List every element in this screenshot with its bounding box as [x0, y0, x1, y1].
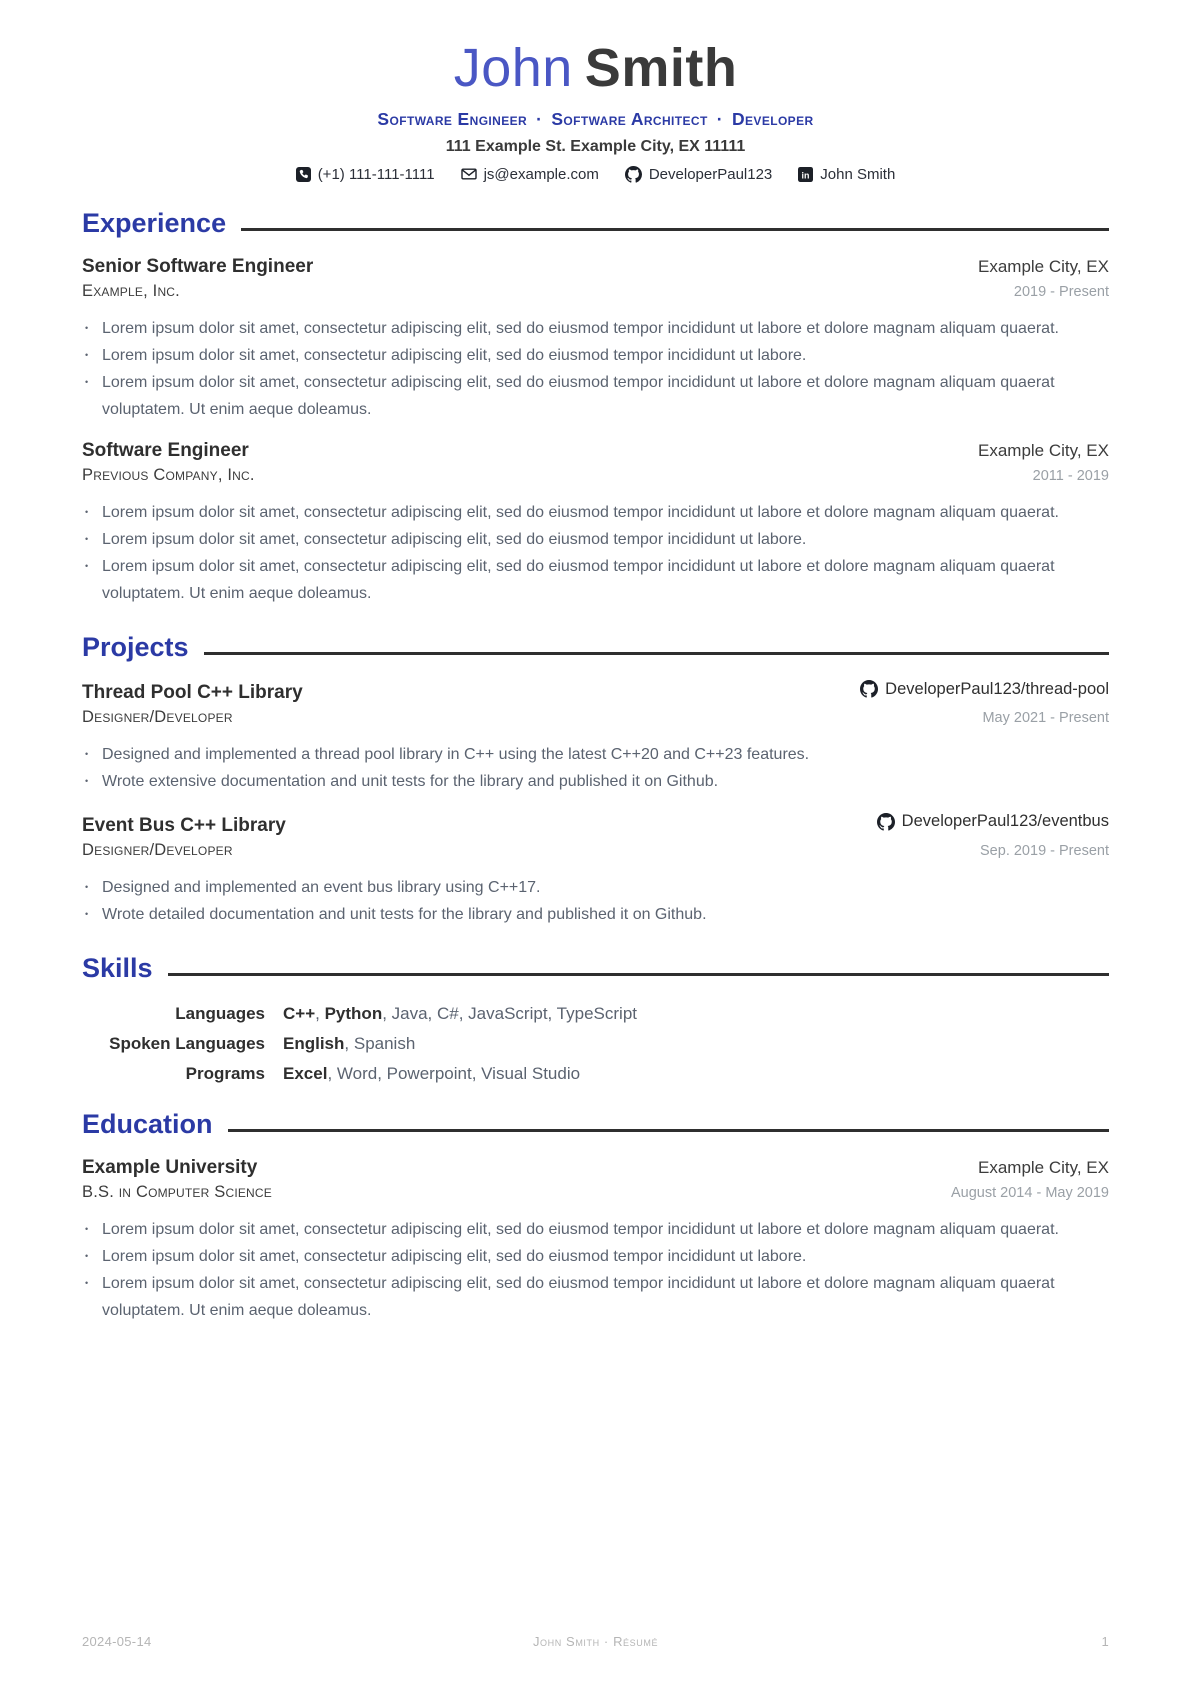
skill-category-label: Spoken Languages — [109, 1033, 265, 1053]
section-heading — [82, 953, 1109, 984]
bullet-item — [85, 369, 1109, 423]
bullet-item — [85, 315, 1109, 342]
project-entry — [82, 680, 1109, 796]
experience-entry — [82, 256, 1109, 423]
github-username: DeveloperPaul123 — [648, 165, 773, 183]
experience-entry — [82, 440, 1109, 607]
bullet-text: Lorem ipsum dolor sit amet, consectetur adipiscing elit, sed do eiusmod tempor incididunt ut labore et dolore magnam aliquam quaerat voluptatem. Ut enim aeque doleamus. — [102, 557, 1055, 602]
email-address: js@example.com — [483, 165, 599, 183]
skill-category-label: Languages — [175, 1003, 265, 1023]
bullet-marker: • — [85, 881, 89, 892]
person-name — [82, 40, 1109, 97]
skill-value: , Word, Powerpoint, Visual Studio — [327, 1063, 581, 1083]
project-role: Designer/Developer — [82, 840, 233, 859]
section-projects — [82, 632, 1109, 928]
bullet-item — [85, 768, 1109, 795]
email-icon — [461, 166, 477, 182]
repo-name: DeveloperPaul123/eventbus — [901, 812, 1109, 831]
project-title: Event Bus C++ Library — [82, 814, 286, 836]
bullet-marker: • — [85, 1250, 89, 1261]
phone-number: (+1) 111-111-1111 — [317, 165, 435, 183]
project-dates: Sep. 2019 - Present — [980, 842, 1109, 859]
bullet-list — [82, 499, 1109, 607]
github-icon — [860, 680, 878, 698]
bullet-text: Lorem ipsum dolor sit amet, consectetur adipiscing elit, sed do eiusmod tempor incididunt ut labore et dolore magnam aliquam quaerat voluptatem. Ut enim aeque doleamus. — [102, 1274, 1055, 1319]
bullet-marker: • — [85, 749, 89, 760]
bullet-marker: • — [85, 1277, 89, 1288]
education-entry — [82, 1157, 1109, 1324]
bullet-marker: • — [85, 533, 89, 544]
email-contact[interactable] — [461, 166, 599, 183]
bullet-text: Designed and implemented an event bus library using C++17. — [102, 878, 541, 896]
bullet-item — [85, 526, 1109, 553]
skill-value: English — [283, 1033, 345, 1053]
section-skills — [82, 953, 1109, 1084]
repo-name: DeveloperPaul123/thread-pool — [885, 679, 1109, 698]
bullet-marker: • — [85, 776, 89, 787]
section-title: Experience — [82, 207, 227, 238]
page-footer — [82, 1634, 1109, 1649]
bullet-text: Lorem ipsum dolor sit amet, consectetur adipiscing elit, sed do eiusmod tempor incididunt ut labore. — [102, 530, 807, 548]
job-organization: Example, Inc. — [82, 281, 180, 300]
heading-rule — [168, 973, 1109, 976]
skill-value: C++ — [283, 1003, 316, 1023]
bullet-text: Lorem ipsum dolor sit amet, consectetur adipiscing elit, sed do eiusmod tempor incididunt ut labore. — [102, 346, 807, 364]
job-organization: Previous Company, Inc. — [82, 465, 255, 484]
bullet-text: Lorem ipsum dolor sit amet, consectetur adipiscing elit, sed do eiusmod tempor incididunt ut labore et dolore magnam aliquam quaerat voluptatem. Ut enim aeque doleamus. — [102, 373, 1055, 418]
role-subtitle — [82, 109, 1109, 130]
phone-contact[interactable] — [296, 166, 435, 183]
bullet-list — [82, 741, 1109, 795]
role-label: Software Architect — [551, 108, 708, 129]
github-icon — [877, 813, 895, 831]
resume-header — [82, 40, 1109, 183]
linkedin-contact[interactable] — [798, 166, 895, 183]
bullet-text: Wrote extensive documentation and unit tests for the library and published it on Github. — [102, 773, 719, 791]
degree-name: B.S. in Computer Science — [82, 1182, 272, 1201]
bullet-item — [85, 1270, 1109, 1324]
skill-value: Python — [324, 1003, 383, 1023]
bullet-text: Lorem ipsum dolor sit amet, consectetur adipiscing elit, sed do eiusmod tempor incididunt ut labore. — [102, 1247, 807, 1265]
bullet-marker: • — [85, 1223, 89, 1234]
school-location: Example City, EX — [977, 1157, 1109, 1177]
job-dates: 2011 - 2019 — [1032, 467, 1109, 484]
bullet-item — [85, 342, 1109, 369]
heading-rule — [204, 652, 1109, 655]
role-separator: · — [536, 108, 543, 129]
phone-icon — [296, 167, 311, 182]
bullet-list — [82, 1216, 1109, 1324]
svg-text:in: in — [801, 169, 810, 180]
github-icon — [625, 166, 642, 183]
bullet-text: Wrote detailed documentation and unit tests for the library and published it on Github. — [102, 905, 707, 923]
bullet-marker: • — [85, 908, 89, 919]
project-repo-link[interactable] — [860, 680, 1109, 699]
skill-values — [283, 1034, 1109, 1054]
skill-value: Excel — [283, 1063, 328, 1083]
bullet-item — [85, 901, 1109, 928]
project-repo-link[interactable] — [877, 812, 1109, 831]
bullet-text: Lorem ipsum dolor sit amet, consectetur adipiscing elit, sed do eiusmod tempor incididunt ut labore et dolore magnam aliquam quaerat. — [102, 1220, 1059, 1238]
github-contact[interactable] — [625, 166, 772, 183]
skill-value: , Spanish — [344, 1033, 416, 1053]
project-title: Thread Pool C++ Library — [82, 682, 303, 704]
bullet-list — [82, 315, 1109, 423]
heading-rule — [228, 1129, 1109, 1132]
education-dates: August 2014 - May 2019 — [951, 1184, 1109, 1201]
section-heading — [82, 1109, 1109, 1140]
project-dates: May 2021 - Present — [982, 710, 1109, 727]
bullet-item — [85, 499, 1109, 526]
skill-values — [283, 1004, 1109, 1024]
section-experience — [82, 208, 1109, 607]
bullet-item — [85, 741, 1109, 768]
section-title: Education — [82, 1108, 213, 1139]
bullet-marker: • — [85, 322, 89, 333]
job-dates: 2019 - Present — [1013, 283, 1109, 300]
skill-value: , — [315, 1003, 325, 1023]
footer-date: 2024-05-14 — [82, 1634, 152, 1649]
school-name: Example University — [82, 1156, 258, 1178]
bullet-marker: • — [85, 376, 89, 387]
job-title: Software Engineer — [82, 439, 249, 461]
job-location: Example City, EX — [977, 256, 1109, 276]
bullet-text: Lorem ipsum dolor sit amet, consectetur adipiscing elit, sed do eiusmod tempor incididunt ut labore et dolore magnam aliquam quaerat. — [102, 503, 1059, 521]
role-label: Software Engineer — [377, 108, 528, 129]
bullet-item — [85, 1243, 1109, 1270]
bullet-marker: • — [85, 349, 89, 360]
bullet-item — [85, 1216, 1109, 1243]
bullet-marker: • — [85, 506, 89, 517]
section-title: Skills — [82, 952, 153, 983]
role-separator: · — [716, 108, 723, 129]
address-line: 111 Example St. Example City, EX 11111 — [445, 137, 746, 155]
job-title: Senior Software Engineer — [82, 255, 314, 277]
bullet-item — [85, 874, 1109, 901]
section-education — [82, 1109, 1109, 1324]
role-label: Developer — [731, 108, 814, 129]
project-entry — [82, 812, 1109, 928]
footer-title: John Smith · Résumé — [532, 1634, 659, 1649]
section-heading — [82, 208, 1109, 239]
bullet-list — [82, 874, 1109, 928]
skill-category-label: Programs — [185, 1063, 265, 1083]
linkedin-name: John Smith — [820, 165, 896, 183]
heading-rule — [241, 228, 1109, 231]
linkedin-icon — [798, 167, 813, 182]
skill-values — [283, 1064, 1109, 1084]
skill-value: , Java, C#, JavaScript, TypeScript — [382, 1003, 637, 1023]
contact-row — [82, 166, 1109, 183]
last-name: Smith — [584, 38, 738, 98]
project-role: Designer/Developer — [82, 708, 233, 727]
footer-page-number: 1 — [1101, 1634, 1109, 1649]
bullet-text: Designed and implemented a thread pool library in C++ using the latest C++20 and C++23 features. — [102, 746, 810, 764]
job-location: Example City, EX — [977, 440, 1109, 460]
bullet-text: Lorem ipsum dolor sit amet, consectetur adipiscing elit, sed do eiusmod tempor incididunt ut labore et dolore magnam aliquam quaerat. — [102, 319, 1059, 337]
skills-table — [82, 1004, 1109, 1084]
bullet-item — [85, 553, 1109, 607]
section-heading — [82, 632, 1109, 663]
first-name: John — [453, 38, 573, 98]
bullet-marker: • — [85, 560, 89, 571]
section-title: Projects — [82, 631, 189, 662]
